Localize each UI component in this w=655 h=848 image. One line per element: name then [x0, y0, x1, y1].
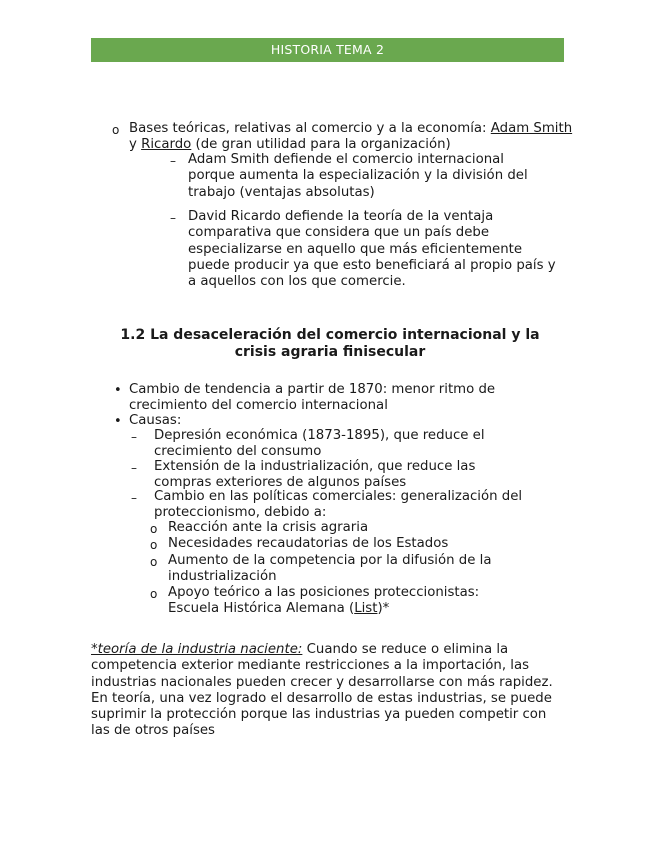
- dot-bullet-icon: •: [114, 383, 122, 398]
- bullet-causas: Causas:: [129, 413, 182, 428]
- circle-bullet-icon: o: [150, 538, 158, 552]
- smith-sub-item: Adam Smith defiende el comercio internacional porque aumenta la especialización y la división del trabajo (ventajas absolutas): [188, 152, 528, 200]
- reason-recaudatorias: Necesidades recaudatorias de los Estados: [168, 536, 449, 551]
- circle-bullet-icon: o: [150, 522, 158, 536]
- adam-smith-link[interactable]: Adam Smith: [490, 121, 573, 136]
- bases-teoricas-item: [129, 121, 574, 154]
- reason-competencia: Aumento de la competencia por la difusión de la industrialización: [168, 553, 492, 585]
- dash-bullet-icon: –: [131, 430, 137, 444]
- dash-bullet-icon: –: [170, 154, 176, 168]
- circle-bullet-icon: o: [150, 555, 158, 569]
- circle-bullet-icon: o: [112, 123, 120, 137]
- cause-depresion: Depresión económica (1873-1895), que reduce el crecimiento del consumo: [154, 428, 485, 460]
- footnote-paragraph: [91, 642, 566, 740]
- dash-bullet-icon: –: [131, 491, 137, 505]
- bases-text-prefix: Bases teóricas, relativas al comercio y a la economía:: [129, 121, 491, 136]
- dot-bullet-icon: •: [114, 414, 122, 429]
- ricardo-link[interactable]: Ricardo: [141, 137, 192, 153]
- reason-apoyo-teorico: [168, 585, 528, 618]
- bases-text-mid: y: [129, 137, 142, 153]
- footnote-text: Cuando se reduce o elimina la competencia exterior mediante restricciones a la importación, las industrias nacionales pueden crecer y desarrollarse con más rapidez. En teoría, una vez logrado el desarrollo de estas industrias, se puede suprimir la protección porque las industrias ya pueden competir con las de otros países: [91, 642, 553, 739]
- dash-bullet-icon: –: [131, 461, 137, 475]
- reason-crisis-agraria: Reacción ante la crisis agraria: [168, 520, 369, 535]
- header-bar: HISTORIA TEMA 2: [91, 38, 564, 62]
- ricardo-sub-item: David Ricardo defiende la teoría de la ventaja comparativa que considera que un país debe especializarse en aquello que más eficientemente puede producir ya que esto beneficiará al propio país y a aquellos con los que comercie.: [188, 209, 556, 290]
- bullet-cambio-tendencia: Cambio de tendencia a partir de 1870: menor ritmo de crecimiento del comercio internacional: [129, 382, 496, 414]
- reason-apoyo-suffix: )*: [377, 601, 390, 617]
- cause-politicas: Cambio en las políticas comerciales: generalización del proteccionismo, debido a:: [154, 489, 523, 521]
- cause-extension: Extensión de la industrialización, que reduce las compras exteriores de algunos países: [154, 459, 476, 491]
- footnote-label: *teoría de la industria naciente:: [91, 642, 303, 657]
- reason-apoyo-prefix: Apoyo teórico a las posiciones proteccionistas: Escuela Histórica Alemana (: [168, 585, 480, 617]
- section-heading: 1.2 La desaceleración del comercio internacional y la crisis agraria finisecular: [120, 327, 540, 360]
- dash-bullet-icon: –: [170, 211, 176, 225]
- circle-bullet-icon: o: [150, 587, 158, 601]
- list-link[interactable]: List: [354, 601, 378, 617]
- bases-text-suffix: (de gran utilidad para la organización): [191, 137, 451, 153]
